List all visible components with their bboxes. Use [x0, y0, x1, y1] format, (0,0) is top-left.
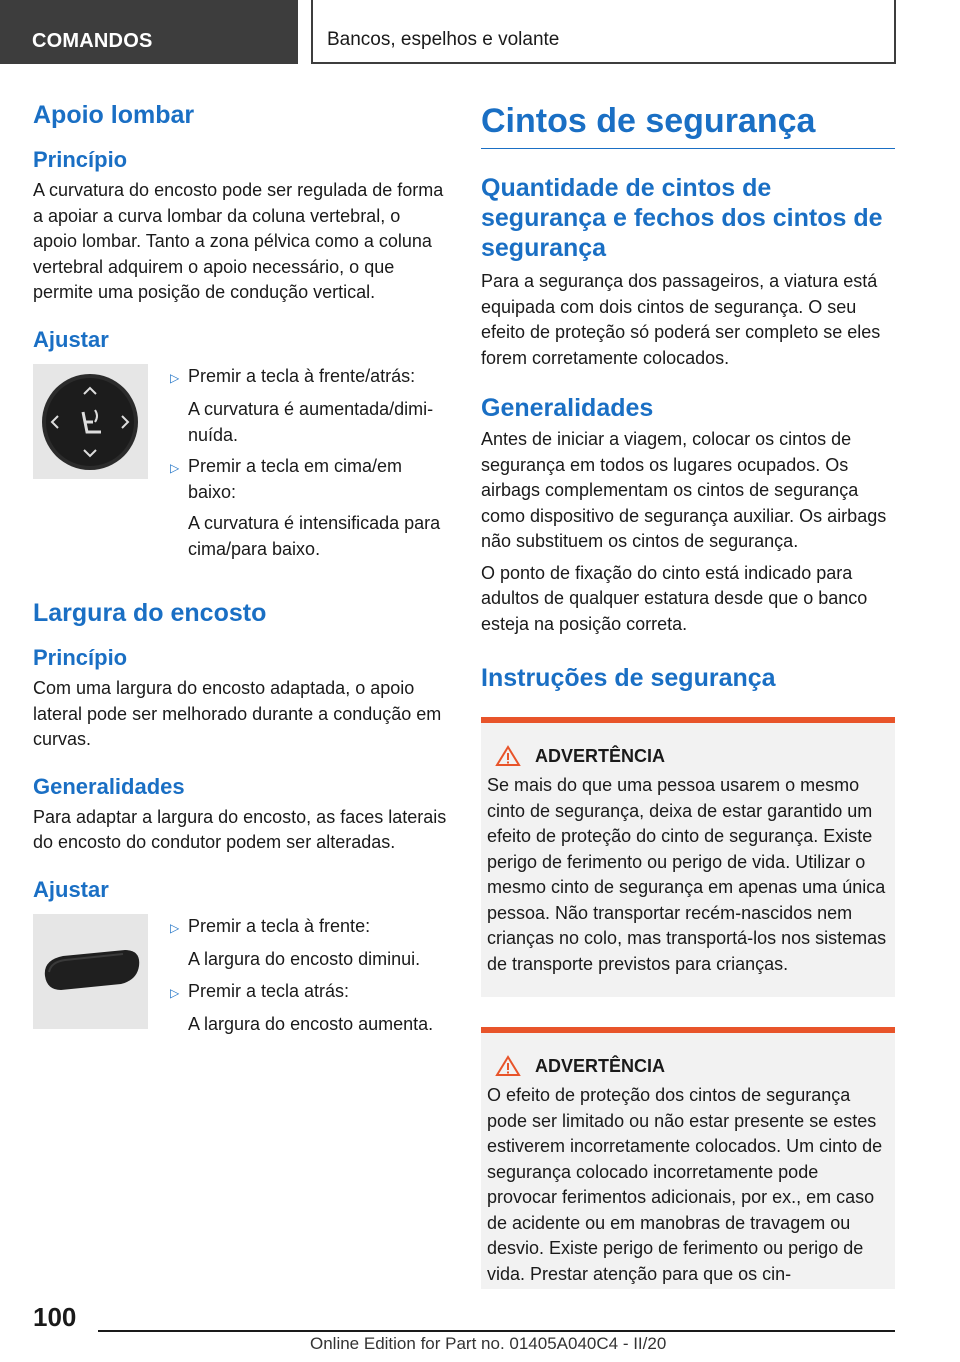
triangle-bullet-icon: ▷: [170, 985, 180, 1000]
general-text-1: Antes de iniciar a viagem, colocar os cintos de segurança em todos os lugares ocupados. Os airbags complementam os cintos de segurança como dispositivo de segurança auxiliar. Os airbags não substituem os cintos de segurança.: [481, 429, 887, 551]
quantity-text: Para a segurança dos passageiros, a viatura está equipada com dois cintos de segurança. O seu efeito de proteção só poderá ser completo se eles forem corretamente colocados.: [481, 271, 881, 368]
lumbar-principle-title: Princípio: [33, 147, 128, 172]
list-item-result: A largura do encosto aumenta.: [188, 1014, 434, 1034]
list-item-result: A curvatura é intensificada para cima/para baixo.: [188, 513, 441, 559]
page-number: 100: [33, 1302, 77, 1332]
list-item-result: A curvatura é aumentada/diminuída.: [188, 399, 434, 445]
lumbar-switch-image: [33, 364, 148, 479]
chapter-title: COMANDOS: [32, 30, 153, 52]
width-adjust-block: [33, 914, 448, 1044]
list-item: ▷ Premir a tecla à frente:: [170, 914, 448, 942]
list-item: ▷ Premir a tecla atrás:: [170, 979, 448, 1007]
list-item: ▷ Premir a tecla à frente/atrás:: [170, 364, 448, 392]
warning-label: ADVERTÊNCIA: [535, 1055, 666, 1076]
lumbar-switch-icon: [33, 364, 148, 479]
warning-triangle-icon: [495, 1055, 521, 1077]
width-principle-text: Com uma largura do encosto adaptada, o apoio lateral pode ser melhorado durante a condução em curvas.: [33, 678, 442, 749]
section-title: Bancos, espelhos e volante: [327, 29, 560, 50]
width-adjust-title: Ajustar: [33, 876, 109, 902]
width-general-text: Para adaptar a largura do encosto, as faces laterais do encosto do condutor podem ser alteradas.: [33, 806, 447, 852]
general-text-2: O ponto de fixação do cinto está indicado para adultos de qualquer estatura desde que o banco esteja na posição correta.: [481, 562, 868, 634]
list-item-result: A largura do encosto diminui.: [188, 949, 421, 969]
width-general-title: Generalidades: [33, 773, 185, 799]
lumbar-adjust-block: [33, 364, 448, 569]
warning-heading: [495, 745, 887, 767]
warning-heading: [495, 1055, 887, 1077]
width-bullets: [170, 914, 448, 1044]
lumbar-title: Apoio lombar: [33, 101, 195, 129]
footer-edition: Online Edition for Part no. 01405A040C4 - II/20: [310, 1334, 667, 1353]
warning-text: Se mais do que uma pessoa usarem o mesmo cinto de segurança, deixa de estar garantido um efeito de proteção do cinto de segurança. Existe perigo de ferimento ou perigo de vida. Utilizar o mesmo cinto de segurança em apenas uma única pessoa. Não transportar recém-nascidos nem crianças no colo, mas transportá-los nos sistemas de transporte previstos para crianças.: [487, 775, 887, 974]
left-column: [33, 100, 448, 1044]
triangle-bullet-icon: ▷: [170, 461, 180, 475]
warning-label: ADVERTÊNCIA: [535, 745, 666, 766]
warning-triangle-icon: [495, 745, 521, 767]
width-principle-title: Princípio: [33, 645, 128, 670]
safety-title: Instruções de segurança: [481, 664, 776, 692]
seatbelts-title: Cintos de segurança: [481, 100, 895, 149]
lumbar-adjust-title: Ajustar: [33, 326, 109, 352]
warning-box-1: [481, 717, 895, 997]
warning-text: O efeito de proteção dos cintos de segurança pode ser limitado ou não estar presente se estes estiverem incorretamente colocados. Um cinto de segurança colocado incorretamente pode provocar ferimentos adicionais, por ex., em caso de acidente ou em manobras de travagem ou desvio. Existe perigo de ferimento ou perigo de vida. Prestar atenção para que os cin-: [487, 1085, 883, 1284]
warning-box-2: [481, 1027, 895, 1289]
width-switch-image: [33, 914, 148, 1029]
quantity-title: Quantidade de cintos de segurança e fechos dos cintos de segurança: [481, 174, 883, 262]
width-switch-icon: [33, 914, 148, 1029]
lumbar-bullets: [170, 364, 448, 569]
footer-divider: [98, 1330, 895, 1332]
lumbar-principle-text: A curvatura do encosto pode ser regulada de forma a apoiar a curva lombar da coluna vertebral, o apoio lombar. Tanto a zona pélvica como a coluna vertebral adquirem o apoio necessário, o que permite uma posição de condução vertical.: [33, 180, 444, 302]
triangle-bullet-icon: ▷: [170, 920, 180, 935]
width-title: Largura do encosto: [33, 599, 267, 627]
section-tab: [311, 0, 896, 64]
triangle-bullet-icon: ▷: [170, 370, 180, 385]
general-title: Generalidades: [481, 394, 654, 422]
chapter-tab: [0, 0, 298, 64]
right-column: [481, 100, 895, 1289]
list-item: ▷ Premir a tecla em cima/em baixo:: [170, 454, 448, 505]
